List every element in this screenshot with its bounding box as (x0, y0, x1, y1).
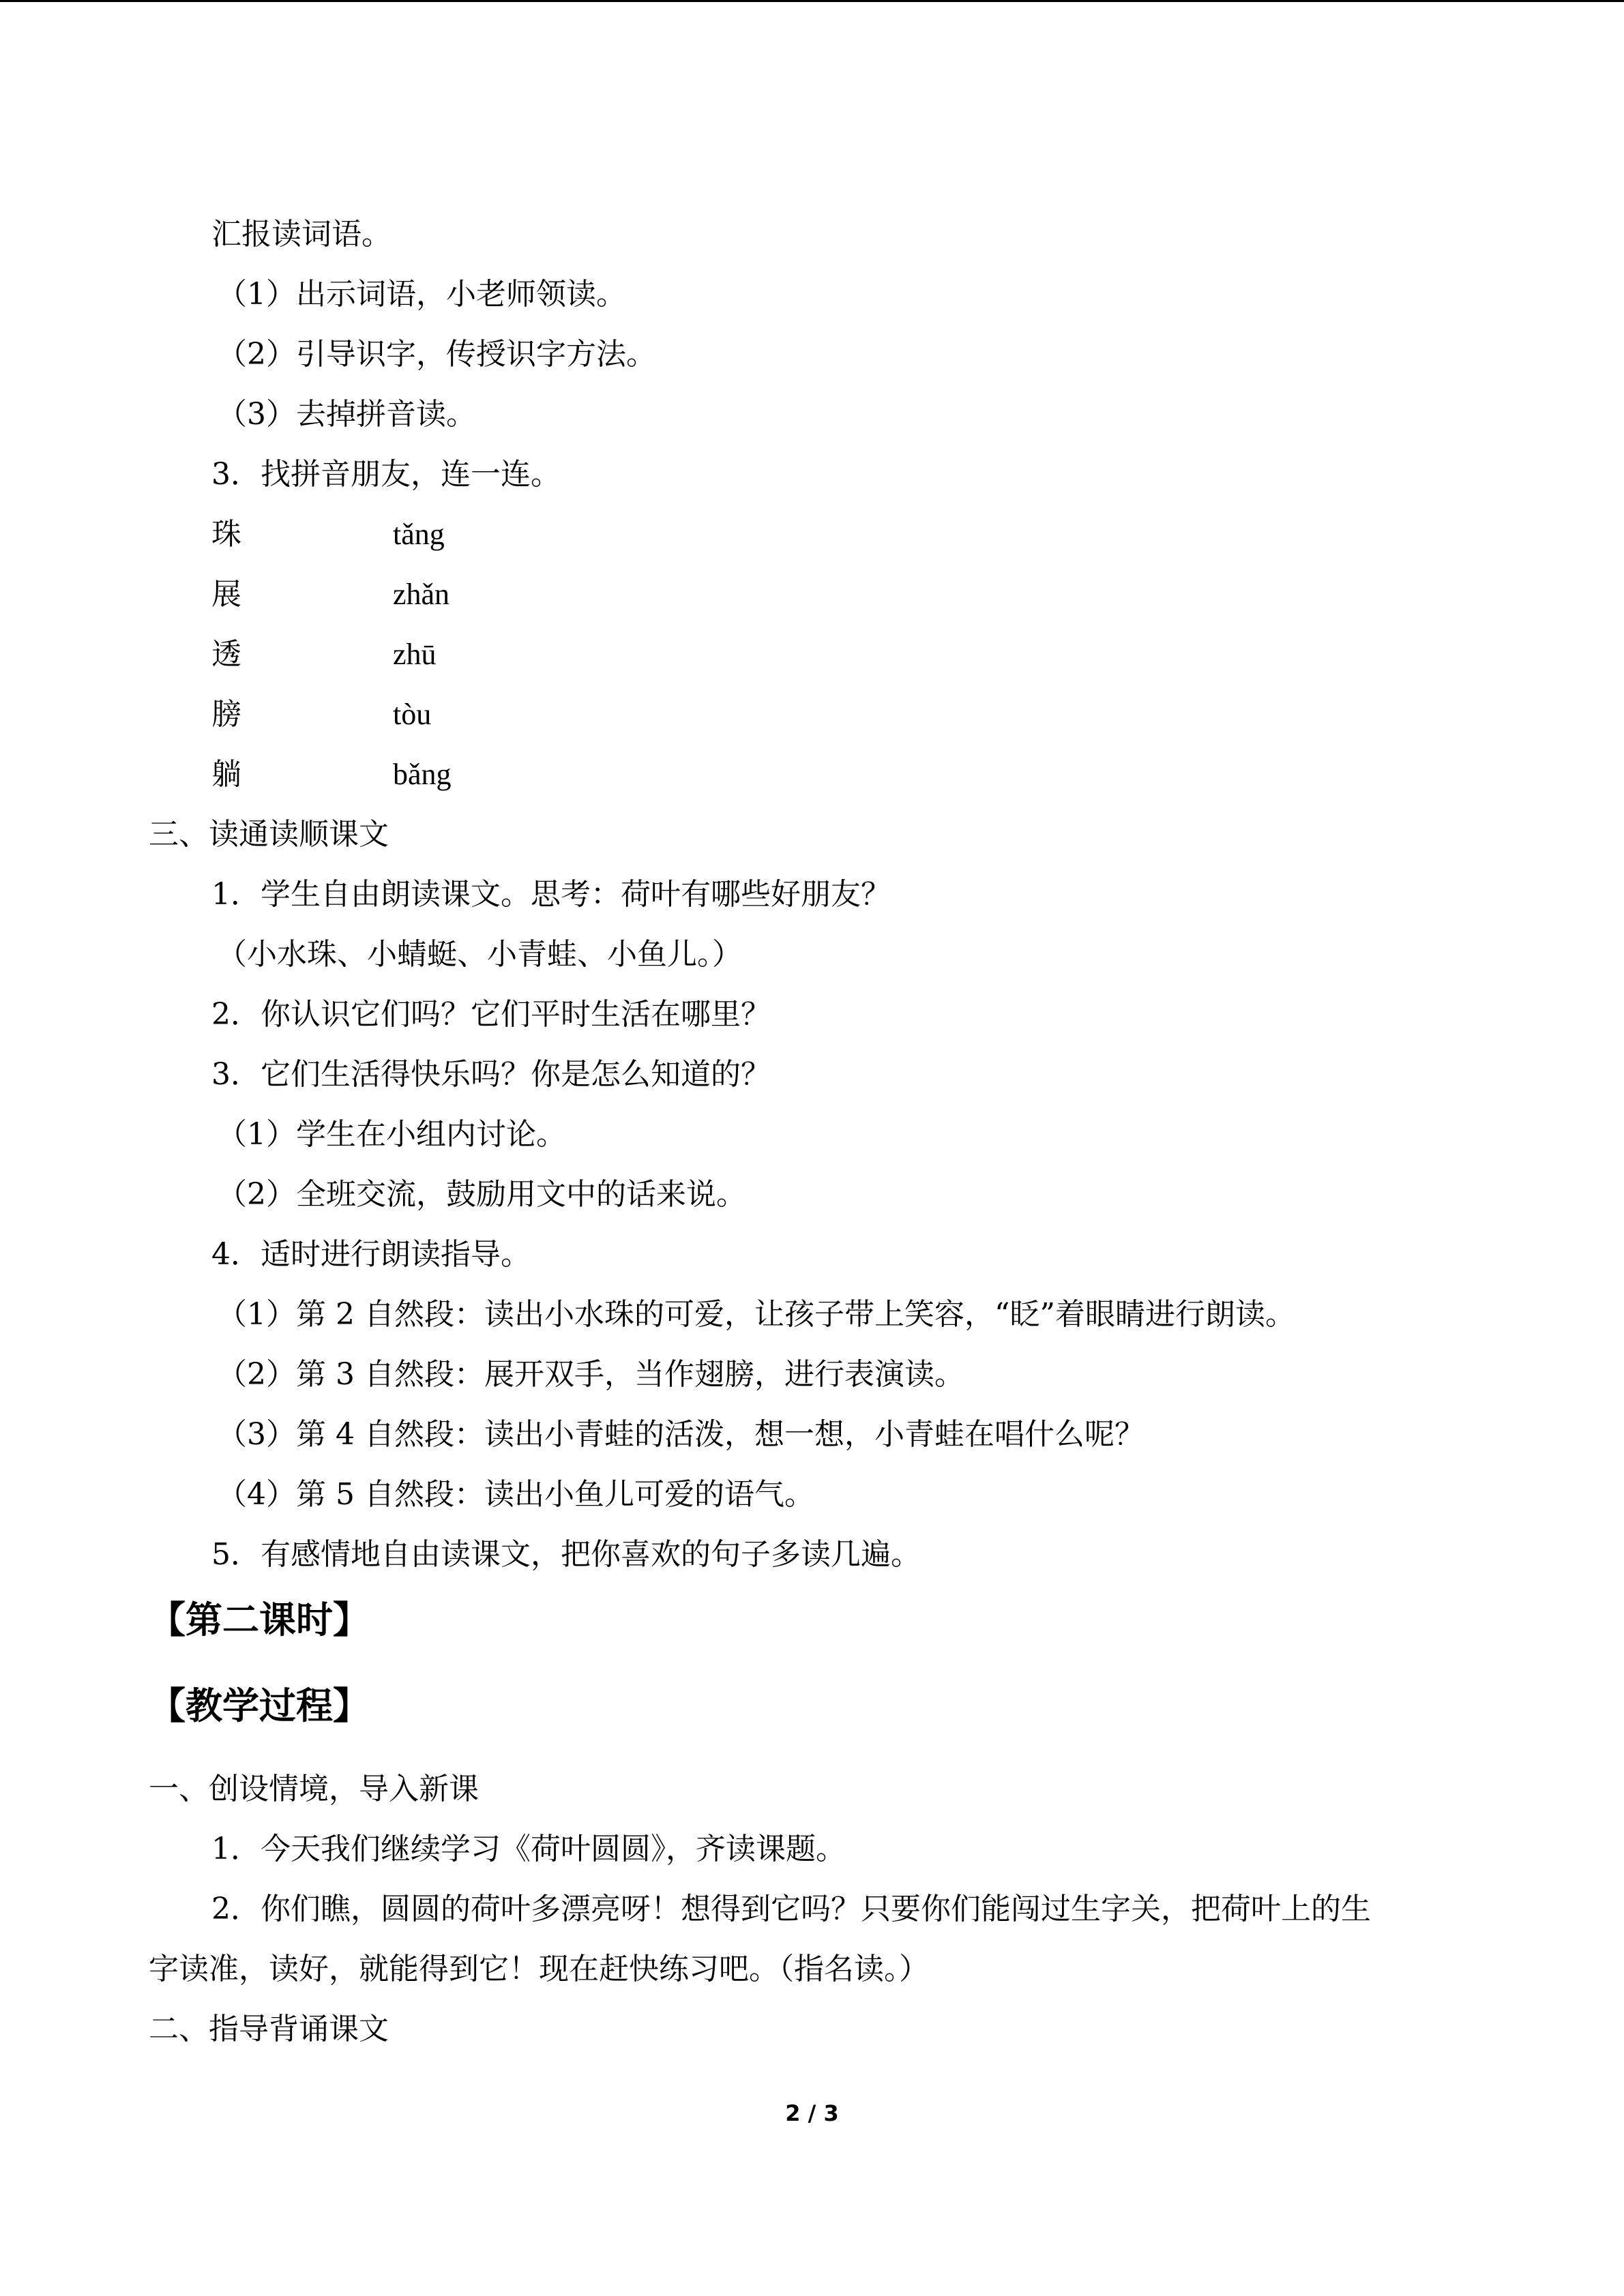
section-3-item-1: 1．学生自由朗读课文。思考：荷叶有哪些好朋友？ (211, 877, 891, 912)
match-pinyin: zhū (393, 638, 437, 671)
lesson-2-section-1-item-2-line-2: 字读准，读好，就能得到它！现在赶快练习吧。（指名读。） (149, 1952, 929, 1986)
section-3-item-1-answer: （小水珠、小蜻蜓、小青蛙、小鱼儿。） (217, 937, 742, 972)
page-number: 2 / 3 (785, 2100, 839, 2126)
section-3-item-3-sub-2: （2）全班交流，鼓励用文中的话来说。 (217, 1177, 746, 1212)
step-1-text: （1）出示词语，小老师领读。 (217, 277, 626, 312)
second-lesson-heading: 【第二课时】 (149, 1598, 370, 1641)
match-pinyin: bǎng (393, 758, 452, 791)
match-pinyin: tǎng (393, 518, 445, 551)
lesson-2-section-1-item-2-line-1: 2．你们瞧，圆圆的荷叶多漂亮呀！想得到它吗？只要你们能闯过生字关，把荷叶上的生 (211, 1892, 1371, 1926)
teaching-process-heading: 【教学过程】 (149, 1684, 370, 1727)
match-pinyin: tòu (393, 698, 432, 731)
section-3-title: 三、读通读顺课文 (149, 817, 389, 852)
section-3-item-5: 5．有感情地自由读课文，把你喜欢的句子多读几遍。 (211, 1537, 921, 1572)
section-3-item-4-sub-1: （1）第 2 自然段：读出小水珠的可爱，让孩子带上笑容，“眨”着眼睛进行朗读。 (217, 1297, 1295, 1332)
match-char: 透 (211, 637, 241, 672)
match-char: 膀 (211, 697, 241, 732)
section-3-item-3: 3．它们生活得快乐吗？你是怎么知道的？ (211, 1057, 771, 1092)
match-title: 3．找拼音朋友，连一连。 (211, 457, 561, 492)
section-3-item-2: 2．你认识它们吗？它们平时生活在哪里？ (211, 997, 771, 1032)
section-3-item-4-sub-3: （3）第 4 自然段：读出小青蛙的活泼，想一想，小青蛙在唱什么呢？ (217, 1417, 1145, 1452)
lesson-2-section-2-title: 二、指导背诵课文 (149, 2012, 389, 2046)
page-top-border (0, 0, 1624, 2)
match-char: 珠 (211, 517, 241, 552)
section-3-item-4-sub-2: （2）第 3 自然段：展开双手，当作翅膀，进行表演读。 (217, 1357, 964, 1392)
step-2-text: （2）引导识字，传授识字方法。 (217, 337, 656, 372)
lesson-2-section-1-title: 一、创设情境，导入新课 (149, 1772, 479, 1806)
section-3-item-3-sub-1: （1）学生在小组内讨论。 (217, 1117, 566, 1152)
step-3-text: （3）去掉拼音读。 (217, 397, 476, 432)
lesson-2-section-1-item-1: 1．今天我们继续学习《荷叶圆圆》，齐读课题。 (211, 1832, 846, 1866)
match-char: 展 (211, 577, 241, 612)
report-words-text: 汇报读词语。 (211, 217, 392, 252)
match-pinyin: zhǎn (393, 578, 450, 611)
match-char: 躺 (211, 757, 241, 792)
section-3-item-4: 4．适时进行朗读指导。 (211, 1237, 531, 1272)
section-3-item-4-sub-4: （4）第 5 自然段：读出小鱼儿可爱的语气。 (217, 1477, 814, 1512)
